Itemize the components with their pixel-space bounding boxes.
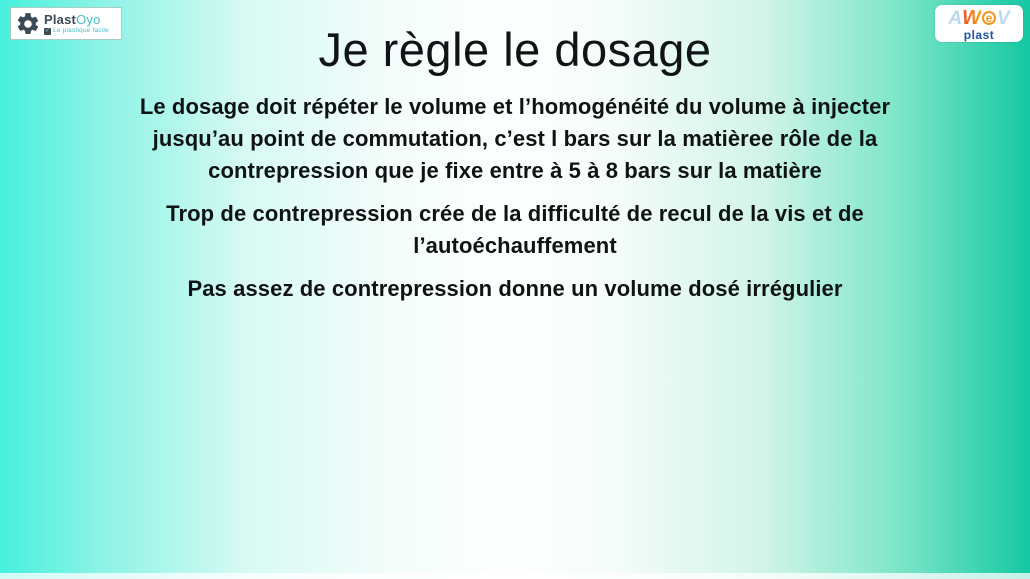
plastoyo-logo: [10, 7, 122, 40]
slide-title: Je règle le dosage: [318, 23, 712, 76]
plastoyo-text-block: [44, 13, 109, 35]
awev-letter-w: W: [962, 7, 981, 29]
paragraph-dosage-volume: Le dosage doit répéter le volume et l’homogénéité du volume à injecter jusqu’au point de commutation, c’est l bars sur la matièree rôle de la contrepression que je fixe entre à 5 à 8 bars sur la matière: [139, 94, 891, 183]
plastoyo-name: [44, 13, 109, 26]
awev-letter-v: V: [996, 7, 1010, 29]
awev-plast-logo: [935, 5, 1023, 42]
gear-icon: [15, 11, 41, 37]
awev-letter-e-circle: e: [982, 11, 996, 25]
plastoyo-tagline-row: [44, 28, 109, 35]
awev-subtext: plast: [963, 28, 995, 42]
paragraph-pas-assez-contrepression: Pas assez de contrepression donne un volume dosé irrégulier: [187, 276, 843, 301]
plastoyo-name-teal: Oyo: [76, 11, 101, 27]
awev-letter-a: A: [948, 7, 963, 29]
plastoyo-tagline: Le plastique facile: [53, 26, 109, 34]
plastoyo-name-dark: Plast: [44, 11, 77, 27]
bottom-edge-strip: [0, 573, 1030, 579]
checkbox-icon: ✓: [44, 27, 51, 34]
awev-wordmark: [948, 8, 1009, 28]
paragraph-trop-contrepression: Trop de contrepression crée de la difficulté de recul de la vis et de l’autoéchauffement: [166, 201, 864, 258]
slide-body: [115, 91, 915, 305]
